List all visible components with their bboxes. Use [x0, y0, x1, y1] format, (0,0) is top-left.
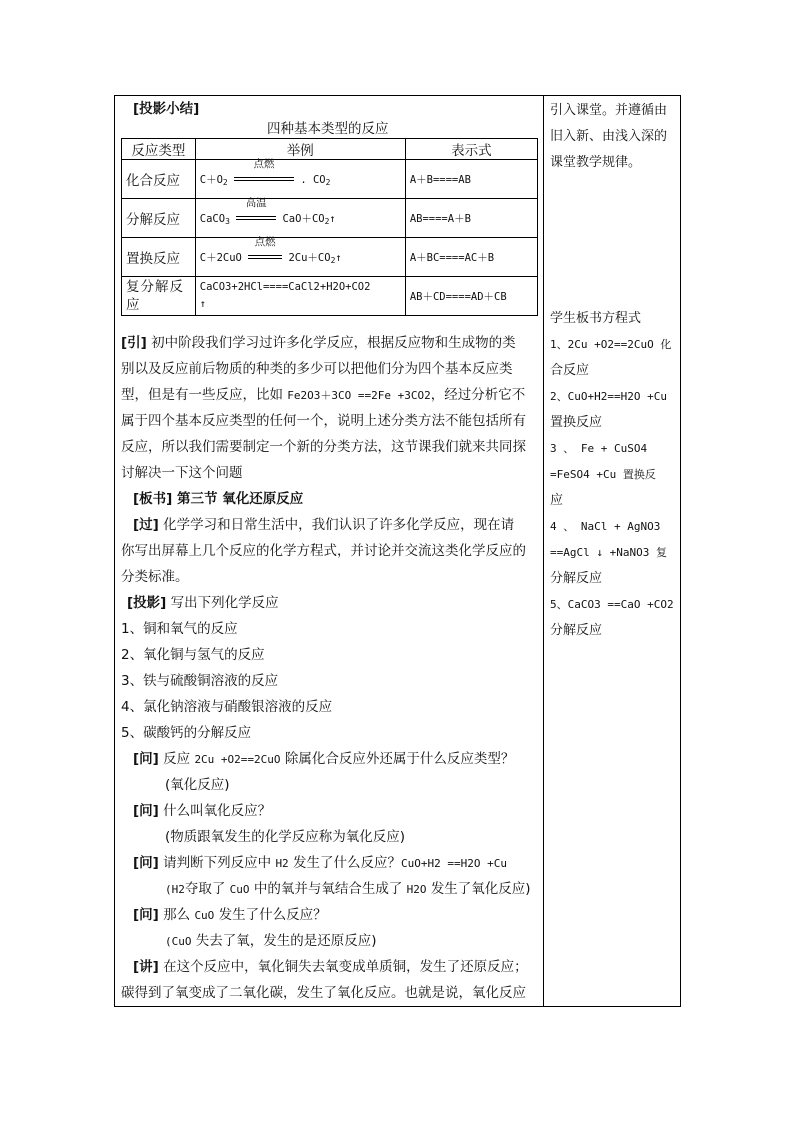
- lesson-plan-table: [114, 95, 681, 1007]
- row-type: 分解反应: [122, 199, 196, 238]
- header-example: 举例: [195, 139, 405, 160]
- row-type: 复分解反 应: [122, 277, 196, 316]
- note-line: 旧入新、由浅入深的: [550, 129, 668, 144]
- explain-line-1: [讲] 在这个反应中，氧化铜失去氧变成单质铜，发生了还原反应；: [133, 959, 528, 975]
- row-expression: A＋B====AB: [405, 160, 537, 199]
- question-2: [问] 什么叫氧化反应？: [133, 803, 272, 819]
- explain-line-2: 碳得到了氧变成了二氧化碳，发生了氧化反应。也就是说，氧化反应: [121, 985, 526, 1001]
- note-line: 置换反应: [550, 415, 603, 430]
- answer-4: (CuO 失去了氧，发生的是还原反应): [165, 933, 377, 949]
- intro-line-1: [引] 初中阶段我们学习过许多化学反应，根据反应物和生成物的类: [121, 335, 516, 351]
- transition-line-2: 你写出屏幕上几个反应的化学方程式，并讨论并交流这类化学反应的: [121, 543, 526, 559]
- list-item: 4、氯化钠溶液与硝酸银溶液的反应: [121, 699, 333, 715]
- list-item: 5、碳酸钙的分解反应: [121, 725, 252, 741]
- note-line: 2、CuO+H2==H2O +Cu: [550, 390, 667, 403]
- row-example: $C+O_2$ 点燃 . $CO_2$: [195, 160, 405, 199]
- row-expression: AB====A＋B: [405, 199, 537, 238]
- header-type: 反应类型: [122, 139, 196, 160]
- answer-2: (物质跟氧发生的化学反应称为氧化反应): [165, 829, 406, 845]
- transition-line-1: [过] 化学学习和日常生活中，我们认识了许多化学反应，现在请: [133, 517, 515, 533]
- reaction-condition: 高温: [236, 210, 276, 226]
- note-line: 应: [550, 493, 564, 508]
- right-column: [544, 96, 680, 1006]
- board-heading: [板书] 第三节 氧化还原反应: [133, 491, 304, 507]
- table-row: [122, 238, 538, 277]
- row-type: 置换反应: [122, 238, 196, 277]
- list-item: 2、氧化铜与氢气的反应: [121, 647, 265, 663]
- intro-line-2: 别以及反应前后物质的种类的多少可以把他们分为四个基本反应类: [121, 361, 513, 377]
- intro-line-5: 反应，所以我们需要制定一个新的分类方法，这节课我们就来共同探: [121, 439, 526, 455]
- left-column: [115, 96, 543, 1006]
- question-4: [问] 那么 CuO 发生了什么反应？: [133, 907, 327, 923]
- row-example: C＋2CuO 点燃 $2Cu+CO_2↑$: [195, 238, 405, 277]
- note-line: 3 、 Fe + CuSO4: [550, 442, 648, 455]
- row-expression: AB＋CD====AD＋CB: [405, 277, 537, 316]
- note-line: 引入课堂。并遵循由: [550, 103, 668, 118]
- list-item: 3、铁与硫酸铜溶液的反应: [121, 673, 279, 689]
- answer-3: (H2夺取了 CuO 中的氧并与氧结合生成了 H2O 发生了氧化反应): [165, 881, 531, 897]
- note-line: =FeSO4 +Cu 置换反: [550, 468, 656, 481]
- row-example: CaCO$_3$ 高温 $CaO+CO_2↑$: [195, 199, 405, 238]
- table-header-row: [122, 139, 538, 160]
- question-3: [问] 请判断下列反应中 H2 发生了什么反应？CuO+H2 ==H2O +Cu: [133, 855, 507, 871]
- note-line: 合反应: [550, 363, 590, 378]
- intro-line-6: 讨解决一下这个问题: [121, 465, 243, 481]
- row-type: 化合反应: [122, 160, 196, 199]
- note-line: 4 、 NaCl + AgNO3: [550, 520, 661, 533]
- note-line: ==AgCl ↓ +NaNO3 复: [550, 546, 667, 559]
- table-row: [122, 160, 538, 199]
- reaction-summary-table: [121, 138, 538, 316]
- intro-line-4: 属于四个基本反应类型的任何一个，说明上述分类方法不能包括所有: [121, 413, 526, 429]
- row-expression: A＋BC====AC＋B: [405, 238, 537, 277]
- table-title-tag: [投影小结]: [133, 101, 200, 117]
- answer-1: (氧化反应): [165, 777, 230, 793]
- table-row: [122, 199, 538, 238]
- table-title: 四种基本类型的反应: [267, 121, 389, 137]
- table-row: [122, 277, 538, 316]
- reaction-condition: 点燃: [248, 249, 282, 265]
- reaction-condition: 点燃: [234, 171, 294, 187]
- note-line: 1、2Cu +O2==2CuO 化: [550, 338, 672, 351]
- note-line: 学生板书方程式: [550, 311, 642, 326]
- intro-line-3: 型，但是有一些反应，比如 Fe2O3＋3CO ==2Fe +3CO2，经过分析它不: [121, 387, 526, 403]
- note-line: 课堂教学规律。: [550, 155, 642, 170]
- note-line: 5、CaCO3 ==CaO +CO2: [550, 598, 674, 611]
- note-line: 分解反应: [550, 571, 603, 586]
- row-example: CaCO3+2HCl====CaCl2+H2O+CO2 ↑: [195, 277, 405, 316]
- list-item: 1、铜和氧气的反应: [121, 621, 238, 637]
- projection-line: [投影] 写出下列化学反应: [127, 595, 279, 611]
- header-expression: 表示式: [405, 139, 537, 160]
- note-line: 分解反应: [550, 623, 603, 638]
- question-1: [问] 反应 2Cu +O2==2CuO 除属化合反应外还属于什么反应类型？: [133, 751, 515, 767]
- transition-line-3: 分类标准。: [121, 569, 189, 585]
